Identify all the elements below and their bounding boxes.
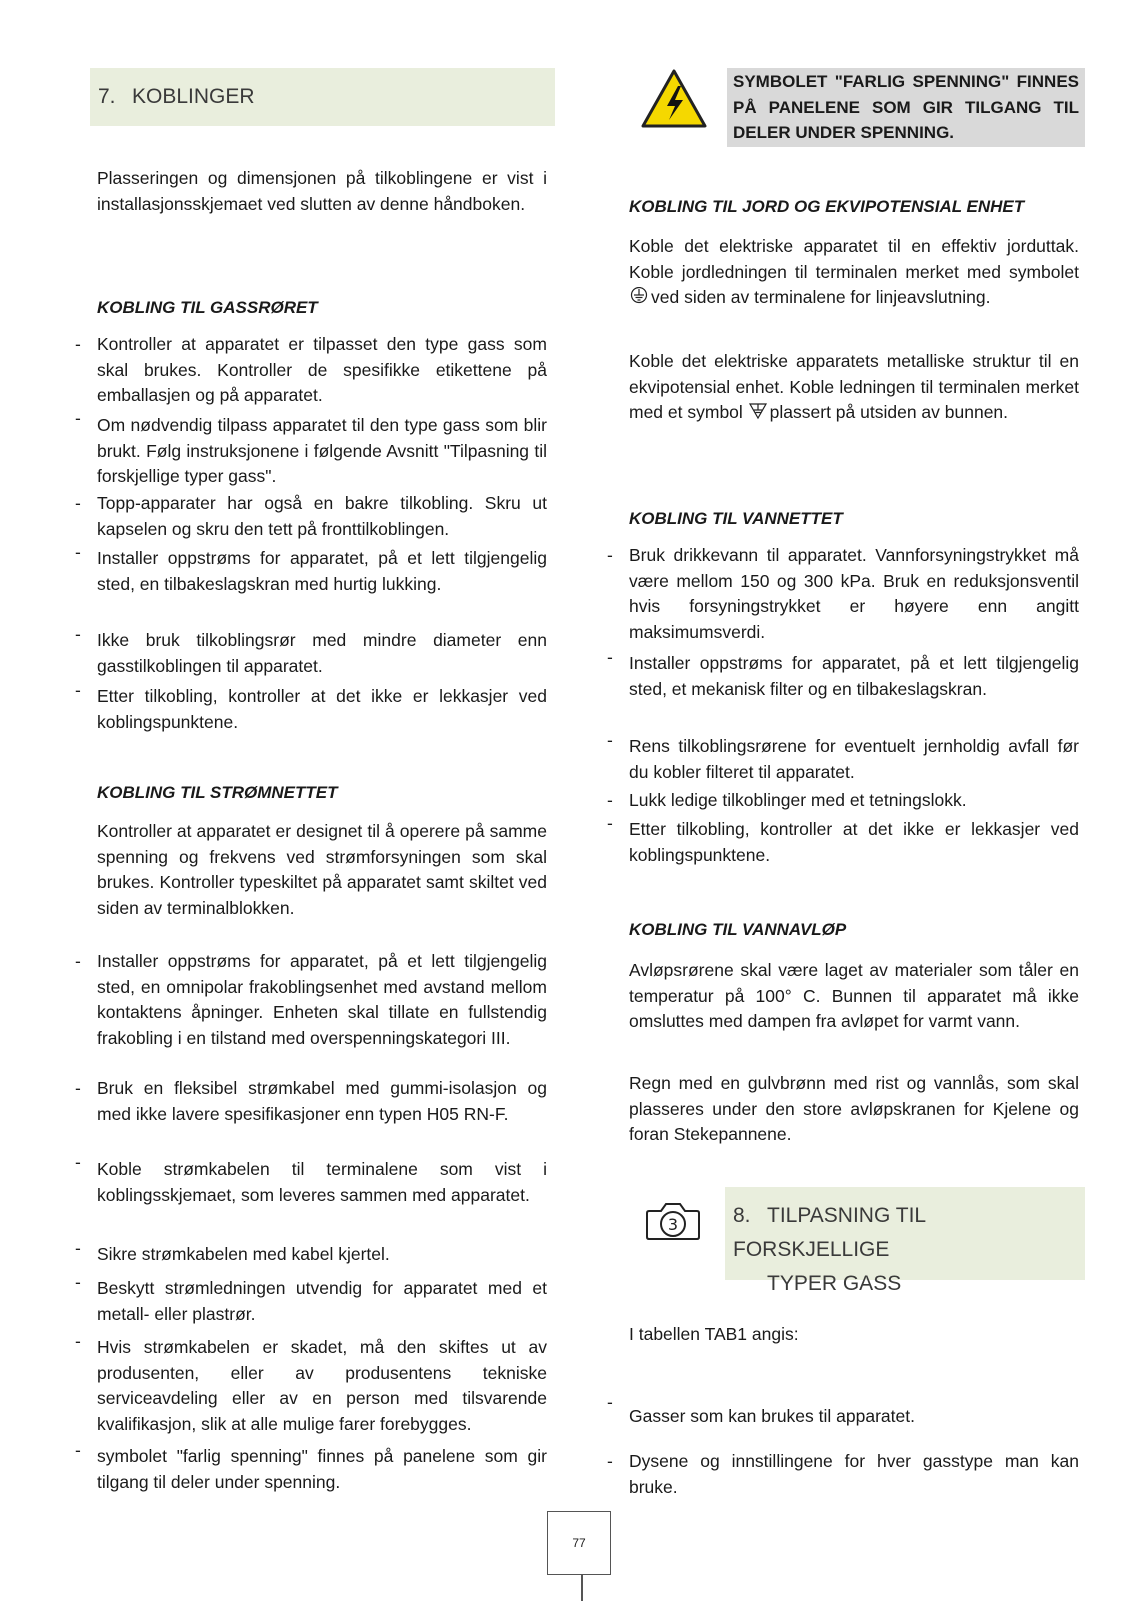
list-item: Ikke bruk tilkoblingsrør med mindre diameter enn gasstilkoblingen til apparatet. (97, 630, 547, 676)
section-8-intro: I tabellen TAB1 angis: (629, 1324, 799, 1344)
manual-section-3-icon (645, 1199, 701, 1243)
list-dash: - (607, 647, 613, 667)
list-item: Beskytt strømledningen utvendig for apparatet med et metall- eller plastrør. (97, 1278, 547, 1324)
list-dash: - (75, 951, 81, 971)
voltage-warning-box: SYMBOLET "FARLIG SPENNING" FINNES PÅ PANELENE SOM GIR TILGANG TIL DELER UNDER SPENNING. (727, 68, 1085, 147)
list-dash: - (75, 1152, 81, 1172)
drain-heading: KOBLING TIL VANNAVLØP (629, 920, 847, 939)
list-dash: - (607, 790, 613, 810)
earth-text-d: plassert på utsiden av bunnen. (769, 402, 1009, 422)
list-item: Installer oppstrøms for apparatet, på et lett tilgjengelig sted, en omnipolar frakoblingsenhet med avstand mellom kontaktens åpninger. Enheten skal tillate en fullstendig frakobling i en tilstand med overspenningskategori III. (97, 951, 547, 1048)
list-dash: - (75, 1331, 81, 1351)
high-voltage-warning-icon (640, 68, 708, 130)
section-title-cont: TYPER GASS (767, 1272, 902, 1295)
list-item: Etter tilkobling, kontroller at det ikke er lekkasjer ved koblingspunktene. (97, 686, 547, 732)
svg-text:3: 3 (667, 1215, 679, 1234)
list-item: Koble strømkabelen til terminalene som vist i koblingsskjemaet, som leveres sammen med apparatet. (97, 1159, 547, 1205)
list-dash: - (75, 1440, 81, 1460)
list-item: Installer oppstrøms for apparatet, på et lett tilgjengelig sted, et mekanisk filter og en tilbakeslagskran. (629, 653, 1079, 699)
earth-text-a: Koble det elektriske apparatet til en effektiv jorduttak. Koble jordledningen til terminalen merket med symbolet (629, 236, 1079, 282)
list-item: symbolet "farlig spenning" finnes på panelene som gir tilgang til deler under spenning. (97, 1446, 547, 1492)
section-7-heading (90, 68, 555, 126)
section-8-heading (725, 1187, 1085, 1295)
list-dash: - (75, 624, 81, 644)
list-item: Kontroller at apparatet er tilpasset den type gass som skal brukes. Kontroller de spesifikke etikettene på emballasjen og på apparatet. (97, 334, 547, 405)
list-item: Bruk en fleksibel strømkabel med gummi-isolasjon og med ikke lavere spesifikasjoner enn typen H05 RN-F. (97, 1078, 547, 1124)
gas-heading: KOBLING TIL GASSRØRET (97, 298, 318, 317)
list-item: Gasser som kan brukes til apparatet. (629, 1406, 915, 1426)
drain-paragraph-1: Avløpsrørene skal være laget av materialer som tåler en temperatur på 100° C. Bunnen til apparatet må ikke omsluttes med dampen fra avløpet for varmt vann. (629, 960, 1079, 1031)
section-7-intro: Plasseringen og dimensjonen på tilkoblingene er vist i installasjonsskjemaet ved slutten av denne håndboken. (97, 168, 547, 214)
page-number: 77 (572, 1536, 586, 1550)
list-item: Dysene og innstillingene for hver gasstype man kan bruke. (629, 1451, 1079, 1497)
list-dash: - (75, 408, 81, 428)
section-title: TILPASNING TIL FORSKJELLIGE (733, 1204, 926, 1261)
water-heading: KOBLING TIL VANNETTET (629, 509, 843, 528)
list-dash: - (607, 545, 613, 565)
drain-paragraph-2: Regn med en gulvbrønn med rist og vannlås, som skal plasseres under den store avløpskranen for Kjelene og foran Stekepannene. (629, 1073, 1079, 1144)
section-number: 7. (98, 85, 116, 108)
list-dash: - (607, 1392, 613, 1412)
earth-ground-icon (629, 287, 651, 305)
power-intro: Kontroller at apparatet er designet til å operere på samme spenning og frekvens ved strømforsyningen som skal brukes. Kontroller typeskiltet på apparatet samt skiltet ved siden av terminalblokken. (97, 821, 547, 918)
earth-text-c: Koble det elektriske apparatets metalliske struktur til en ekvipotensial enhet. Koble ledningen til terminalen merket med et symbol (629, 351, 1079, 422)
list-item: Sikre strømkabelen med kabel kjertel. (97, 1244, 390, 1264)
list-dash: - (75, 542, 81, 562)
list-dash: - (75, 680, 81, 700)
list-item: Hvis strømkabelen er skadet, må den skiftes ut av produsenten, eller av produsentens tekniske serviceavdeling eller av en person med tilsvarende kvalifikasjon, slik at alle mulige farer forebygges. (97, 1337, 547, 1434)
list-dash: - (607, 813, 613, 833)
page-number-line (581, 1575, 583, 1601)
section-8-line-2 (733, 1267, 1085, 1301)
earth-paragraph-1 (629, 234, 1079, 311)
list-item: Bruk drikkevann til apparatet. Vannforsyningstrykket må være mellom 150 og 300 kPa. Bruk en reduksjonsventil hvis forsyningstrykket er høyere enn angitt maksimumsverdi. (629, 545, 1079, 642)
list-item: Topp-apparater har også en bakre tilkobling. Skru ut kapselen og skru den tett på fronttilkoblingen. (97, 493, 547, 539)
equipotential-icon (748, 402, 770, 420)
list-item: Rens tilkoblingsrørene for eventuelt jernholdig avfall før du kobler filteret til apparatet. (629, 736, 1079, 782)
list-dash: - (75, 1272, 81, 1292)
earth-paragraph-2 (629, 349, 1079, 426)
section-8-line-1 (733, 1199, 1085, 1267)
list-item: Etter tilkobling, kontroller at det ikke er lekkasjer ved koblingspunktene. (629, 819, 1079, 865)
list-dash: - (607, 1451, 613, 1471)
list-item: Installer oppstrøms for apparatet, på et lett tilgjengelig sted, en tilbakeslagskran med hurtig lukking. (97, 548, 547, 594)
list-dash: - (75, 334, 81, 354)
list-item: Om nødvendig tilpass apparatet til den type gass som blir brukt. Følg instruksjonene i følgende Avsnitt "Tilpasning til forskjellige typer gass". (97, 415, 547, 486)
section-title: KOBLINGER (132, 85, 255, 108)
list-dash: - (75, 1078, 81, 1098)
power-heading: KOBLING TIL STRØMNETTET (97, 783, 338, 802)
list-item: Lukk ledige tilkoblinger med et tetningslokk. (629, 790, 967, 810)
earth-heading: KOBLING TIL JORD OG EKVIPOTENSIAL ENHET (629, 197, 1025, 216)
page-number-box (547, 1511, 611, 1575)
list-dash: - (75, 1238, 81, 1258)
list-dash: - (75, 493, 81, 513)
section-number: 8. (733, 1204, 751, 1227)
earth-text-b: ved siden av terminalene for linjeavslutning. (651, 287, 991, 307)
list-dash: - (607, 730, 613, 750)
